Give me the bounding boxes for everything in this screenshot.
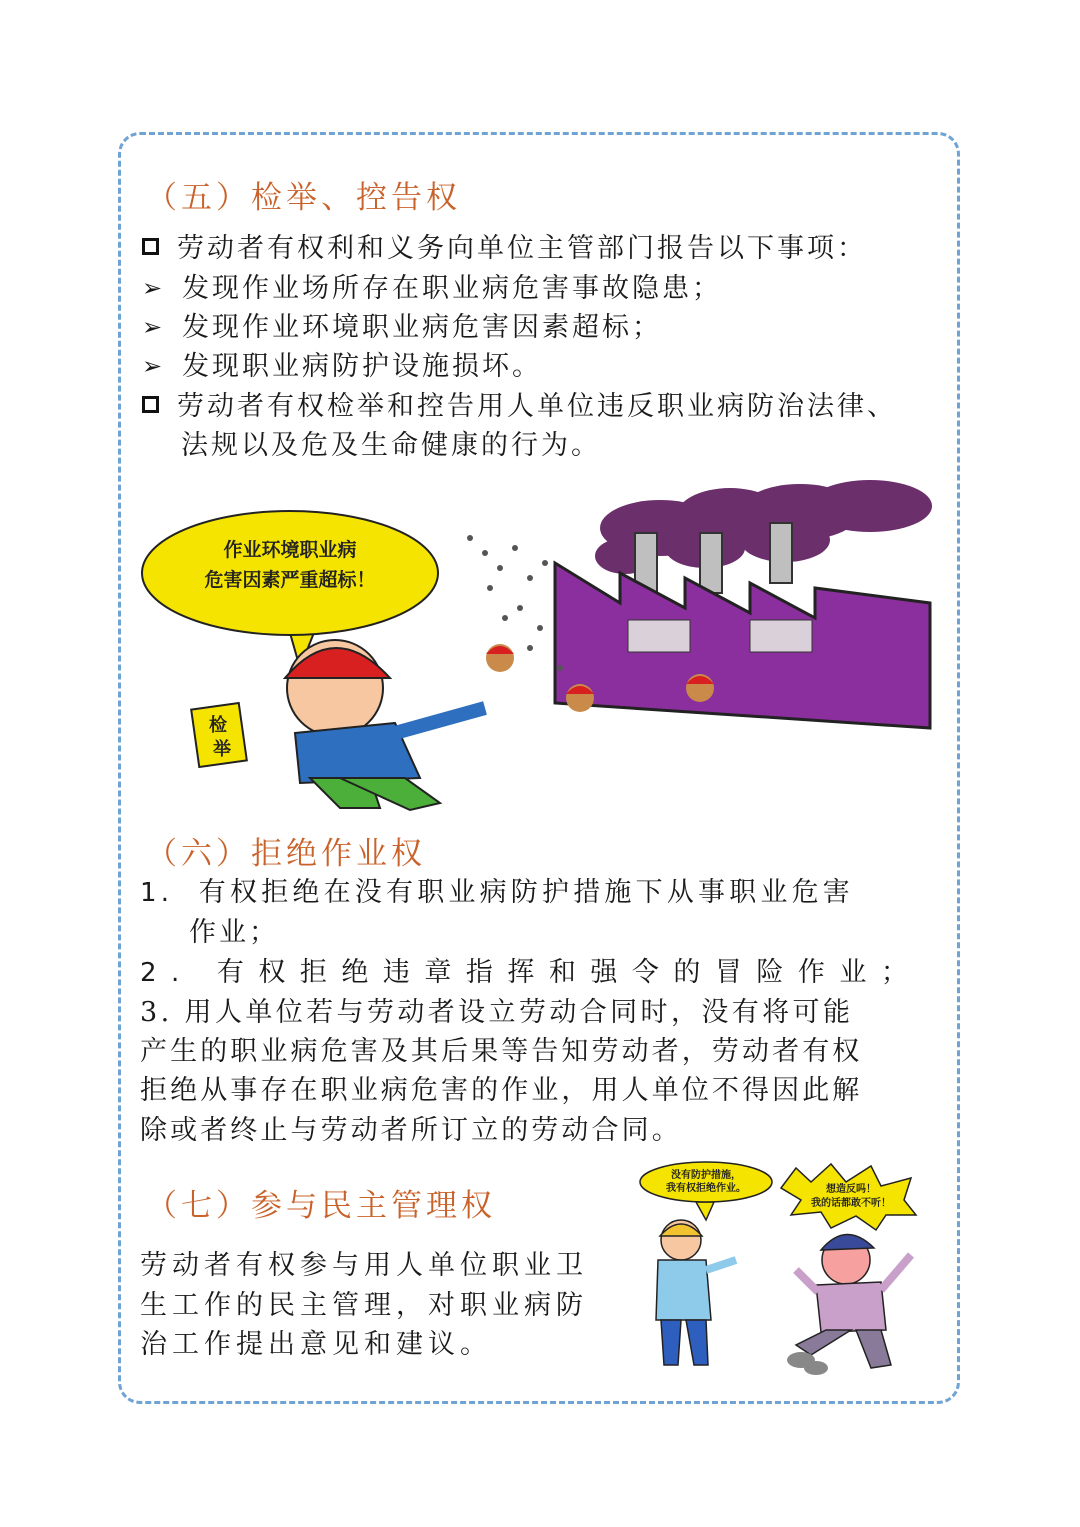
section5-item2-line2: 法规以及危及生命健康的行为。	[181, 430, 601, 461]
section7-heading: （七）参与民主管理权	[146, 1188, 496, 1224]
section6-item1-number: 1.	[140, 878, 174, 908]
section5-sub1-text: 发现作业场所存在职业病危害事故隐患；	[182, 273, 722, 304]
section5-item2-line1: 劳动者有权检举和控告用人单位违反职业病防治法律、	[177, 391, 897, 422]
factory-building	[555, 563, 930, 728]
arrow-bullet-icon: ➢	[142, 351, 166, 380]
section6-item2-text: 有权拒绝违章指挥和强令的冒险作业；	[216, 957, 923, 988]
section6-item2	[140, 950, 922, 989]
factory-window	[750, 620, 812, 652]
section7-line3: 治工作提出意见和建议。	[140, 1329, 492, 1360]
section6-item3-line1: 3. 用人单位若与劳动者设立劳动合同时，没有将可能	[140, 997, 854, 1028]
bubble-text-line1: 作业环境职业病	[223, 539, 357, 561]
checkbox-bullet-icon	[142, 238, 159, 255]
arrow-bullet-icon: ➢	[142, 312, 166, 341]
section6-item1-line2: 作业；	[189, 917, 279, 948]
bubble-text-line2: 危害因素严重超标！	[204, 569, 376, 591]
section5-sub2	[142, 305, 662, 344]
checkbox-bullet-icon	[142, 396, 159, 413]
report-sign-text-line2: 举	[213, 739, 231, 760]
section5-heading: （五）检举、控告权	[146, 180, 461, 216]
section6-item3-line4: 除或者终止与劳动者所订立的劳动合同。	[140, 1115, 682, 1146]
dust-particles	[467, 535, 563, 671]
refuse-work-illustration	[636, 1160, 936, 1385]
section5-item1-text: 劳动者有权利和义务向单位主管部门报告以下事项：	[177, 233, 867, 264]
worker-bubble-line2: 我有权拒绝作业。	[666, 1183, 746, 1194]
calm-worker	[656, 1220, 736, 1365]
section5-item1	[142, 226, 867, 265]
section5-sub3	[142, 344, 542, 383]
section6-item3-line3: 拒绝从事存在职业病危害的作业，用人单位不得因此解	[140, 1075, 863, 1106]
section6-item3-line2: 产生的职业病危害及其后果等告知劳动者，劳动者有权	[140, 1036, 863, 1067]
factory-report-illustration	[140, 478, 940, 818]
section5-sub1	[142, 266, 722, 305]
whistleblower-worker	[285, 640, 485, 810]
boss-bubble-line1: 想造反吗！	[826, 1184, 876, 1195]
dust-cloud-icon	[787, 1352, 828, 1375]
section7-line1: 劳动者有权参与用人单位职业卫	[140, 1250, 588, 1281]
section6-item1-line1	[140, 870, 854, 909]
arrow-bullet-icon: ➢	[142, 273, 166, 302]
section6-heading: （六）拒绝作业权	[146, 836, 426, 872]
angry-boss	[796, 1234, 911, 1368]
section6-item1-text: 有权拒绝在没有职业病防护措施下从事职业危害	[198, 877, 854, 908]
section5-item2	[142, 384, 897, 423]
boss-speech-bubble	[781, 1164, 916, 1230]
section5-sub3-text: 发现职业病防护设施损坏。	[182, 351, 542, 382]
section7-line2: 生工作的民主管理，对职业病防	[140, 1290, 588, 1321]
section6-item2-number: 2.	[140, 958, 194, 988]
factory-window	[628, 620, 690, 652]
section5-sub2-text: 发现作业环境职业病危害因素超标；	[182, 312, 662, 343]
boss-bubble-line2: 我的话都敢不听！	[811, 1198, 891, 1209]
worker-bubble-line1: 没有防护措施，	[671, 1170, 741, 1181]
report-sign-text-line1: 检	[209, 715, 227, 736]
